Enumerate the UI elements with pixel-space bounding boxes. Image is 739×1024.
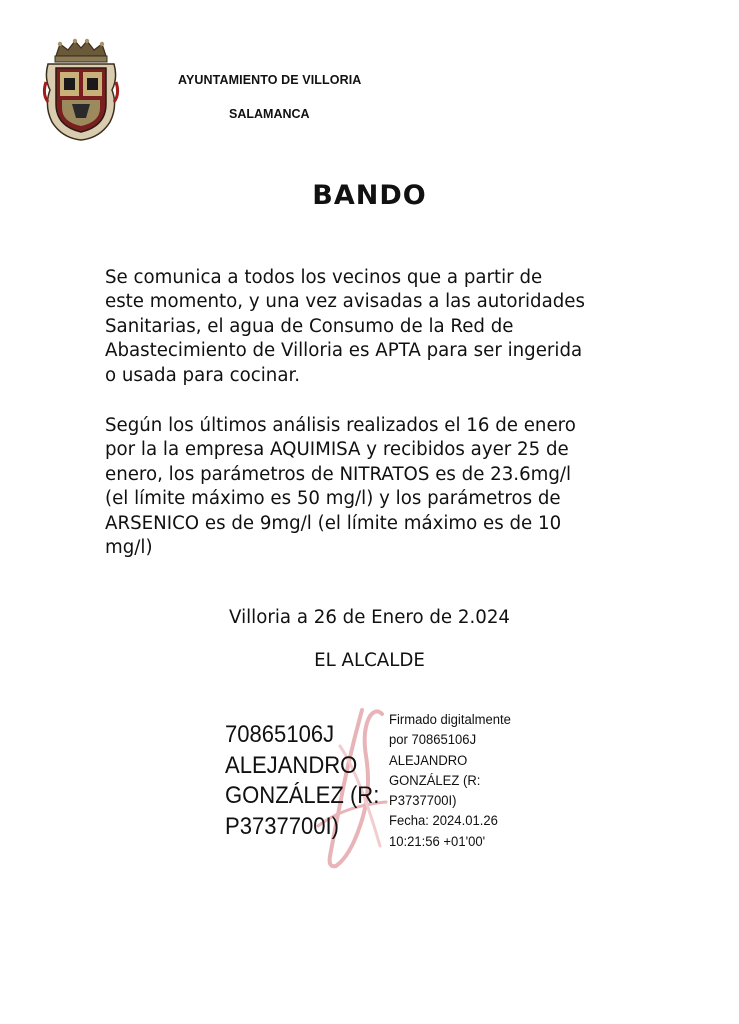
paragraph-line: o usada para cocinar. bbox=[105, 364, 301, 386]
paragraph-line: enero, los parámetros de NITRATOS es de 23.6mg/l bbox=[105, 463, 572, 485]
announcement-paragraph-1 bbox=[105, 266, 665, 388]
organization-province: SALAMANCA bbox=[229, 107, 310, 121]
paragraph-line: Abastecimiento de Villoria es APTA para ser ingerida bbox=[105, 340, 583, 362]
signature-details bbox=[389, 710, 511, 852]
signature-detail-line: P3737700I) bbox=[389, 793, 457, 810]
signature-detail-line: Firmado digitalmente bbox=[389, 712, 511, 728]
paragraph-line: Según los últimos análisis realizados el 16 de enero bbox=[105, 415, 576, 436]
paragraph-line: este momento, y una vez avisadas a las autoridades bbox=[105, 291, 585, 313]
paragraph-line: mg/l) bbox=[105, 537, 153, 559]
signer-name bbox=[225, 720, 379, 842]
signer-name-line: P3737700I) bbox=[225, 812, 340, 840]
paragraph-line: (el límite máximo es 50 mg/l) y los parámetros de bbox=[105, 488, 561, 510]
signature-detail-line: 10:21:56 +01'00' bbox=[389, 833, 486, 850]
organization-name: AYUNTAMIENTO DE VILLORIA bbox=[178, 73, 362, 87]
paragraph-line: Sanitarias, el agua de Consumo de la Red de bbox=[105, 315, 514, 337]
signature-detail-line: GONZÁLEZ (R: bbox=[389, 772, 481, 789]
document-title: BANDO bbox=[312, 180, 427, 211]
signer-name-line: GONZÁLEZ (R: bbox=[225, 782, 380, 809]
signer-name-line: 70865106J bbox=[225, 721, 335, 748]
signer-name-line: ALEJANDRO bbox=[225, 751, 358, 779]
signature-detail-line: por 70865106J bbox=[389, 732, 477, 749]
paragraph-line: Se comunica a todos los vecinos que a partir de bbox=[105, 267, 543, 288]
paragraph-line: ARSENICO es de 9mg/l (el límite máximo es de 10 bbox=[105, 512, 562, 534]
coat-of-arms-icon bbox=[42, 38, 120, 142]
digital-signature-block bbox=[200, 700, 600, 880]
place-and-date: Villoria a 26 de Enero de 2.024 bbox=[229, 607, 510, 628]
paragraph-line: por la la empresa AQUIMISA y recibidos ayer 25 de bbox=[105, 439, 569, 461]
announcement-paragraph-2 bbox=[105, 414, 665, 560]
signature-detail-line: Fecha: 2024.01.26 bbox=[389, 813, 498, 830]
signer-title: EL ALCALDE bbox=[314, 650, 425, 671]
signature-detail-line: ALEJANDRO bbox=[389, 752, 468, 769]
letterhead bbox=[0, 0, 739, 150]
